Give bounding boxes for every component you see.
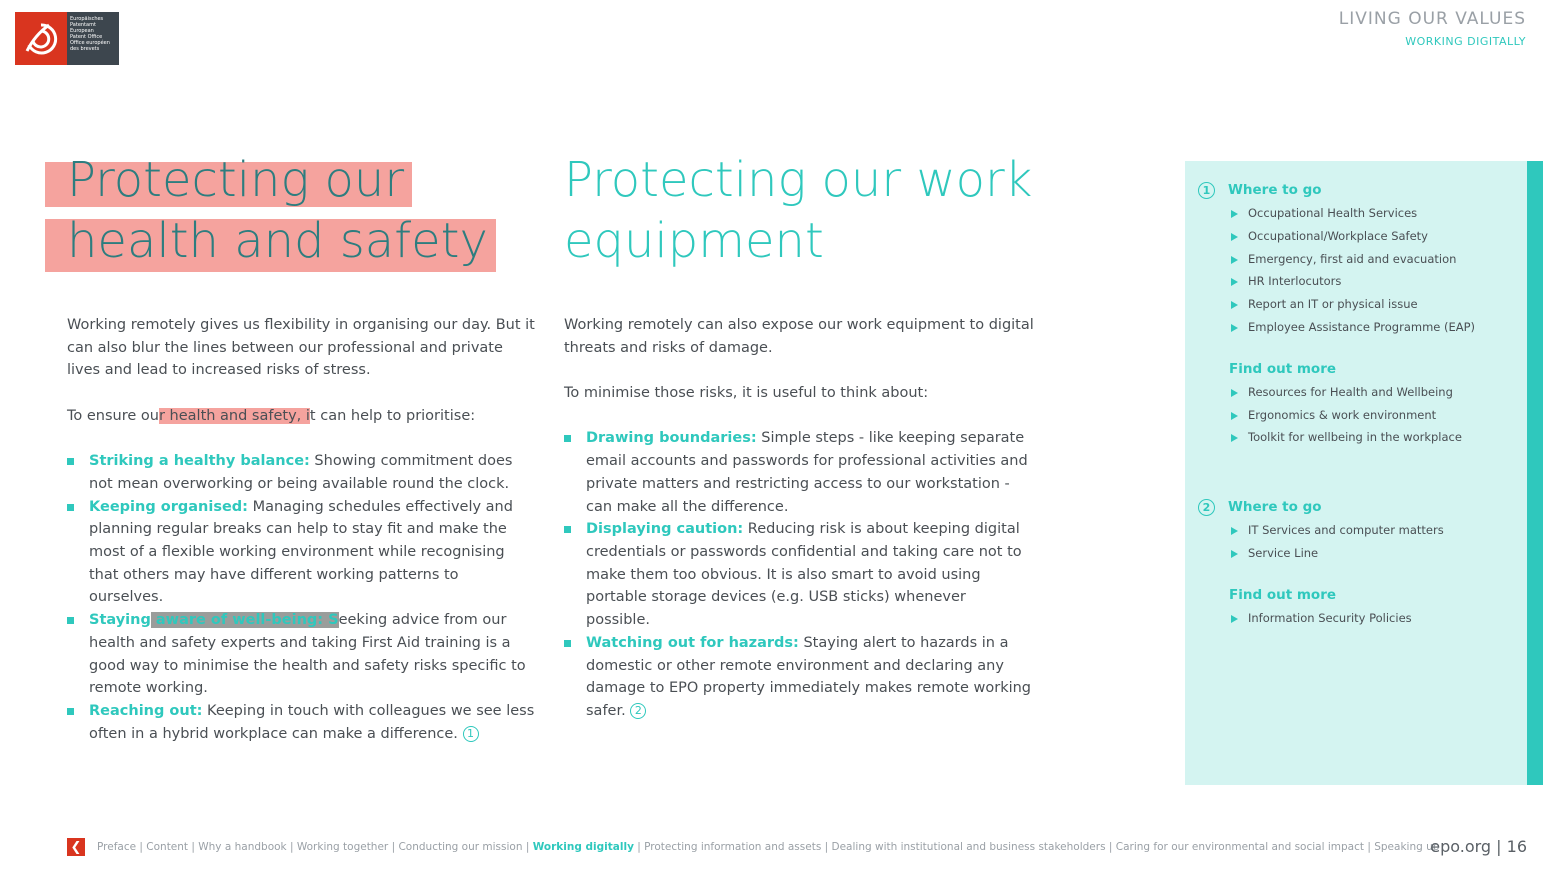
work-equipment-list (564, 427, 1034, 722)
work-equipment-column (564, 150, 1034, 719)
health-safety-heading (45, 150, 545, 272)
nav-conducting-mission[interactable]: Conducting our mission (398, 841, 523, 853)
prioritise-paragraph: To ensure our health and safety, it can help to prioritise: (67, 407, 476, 424)
nav-preface[interactable]: Preface (97, 841, 137, 853)
nav-protecting-information[interactable]: Protecting information and assets (644, 841, 822, 853)
nav-speaking-up[interactable]: Speaking up (1374, 841, 1440, 853)
list-item: Reaching out: Keeping in touch with colleagues we see less often in a hybrid workplace can make a difference. 1 (67, 700, 537, 745)
link-wellbeing-toolkit[interactable]: Toolkit for wellbeing in the workplace (1229, 426, 1475, 449)
link-ergonomics[interactable]: Ergonomics & work environment (1229, 404, 1475, 427)
intro-paragraph: Working remotely can also expose our work equipment to digital threats and risks of damage. (564, 317, 1034, 356)
link-health-wellbeing[interactable]: Resources for Health and Wellbeing (1229, 381, 1475, 404)
nav-content[interactable]: Content (146, 841, 189, 853)
work-equipment-body (564, 314, 1034, 723)
link-occupational-health[interactable]: Occupational Health Services (1229, 202, 1475, 225)
link-eap[interactable]: Employee Assistance Programme (EAP) (1229, 316, 1475, 339)
section-title: LIVING OUR VALUES (1338, 9, 1526, 29)
link-workplace-safety[interactable]: Occupational/Workplace Safety (1229, 225, 1475, 248)
health-safety-body (67, 314, 537, 745)
text-highlight: aware of well-being: S (150, 612, 339, 629)
resources-group-1 (1198, 180, 1475, 449)
panel-accent-bar (1527, 161, 1543, 785)
health-safety-column (45, 150, 545, 742)
nav-environmental-impact[interactable]: Caring for our environmental and social impact (1115, 841, 1364, 853)
link-it-services[interactable]: IT Services and computer matters (1229, 519, 1444, 542)
where-to-go-label: Where to go (1228, 182, 1322, 198)
health-safety-list (67, 450, 537, 745)
footer-nav: Preface | Content | Why a handbook | Working together | Conducting our mission | Working digitally | Protecting information and assets | Dealing with institutional and business stakeholders | Caring for our environmental and social impact | Speaking up (97, 841, 1440, 853)
heading-line: Protecting our (45, 150, 412, 211)
list-item: Watching out for hazards: Staying alert to hazards in a domestic or other remote environment and declaring any damage to EPO property immediately makes remote working safer. 2 (564, 632, 1034, 723)
link-hr-interlocutors[interactable]: HR Interlocutors (1229, 270, 1475, 293)
link-report-issue[interactable]: Report an IT or physical issue (1229, 293, 1475, 316)
nav-why-handbook[interactable]: Why a handbook (198, 841, 287, 853)
find-out-more-label: Find out more (1229, 586, 1337, 603)
epo-logo-text: Europäisches Patentamt European Patent Office Office européen des brevets (67, 12, 119, 65)
where-to-go-label: Where to go (1228, 499, 1322, 515)
where-to-go-list (1229, 519, 1444, 565)
find-out-more-label: Find out more (1229, 360, 1337, 377)
back-button[interactable] (67, 838, 85, 856)
list-item: Striking a healthy balance: Showing commitment does not mean overworking or being available round the clock. (67, 450, 537, 495)
intro-paragraph: Working remotely gives us flexibility in organising our day. But it can also blur the lines between our professional and private lives and lead to increased risks of stress. (67, 317, 535, 379)
number-1-icon: 1 (1198, 182, 1215, 199)
resources-group-2 (1198, 497, 1444, 629)
find-out-more-list (1229, 381, 1475, 449)
list-item: Drawing boundaries: Simple steps - like keeping separate email accounts and passwords for professional activities and private matters and restricting access to our workstation - can make all the difference. (564, 427, 1034, 518)
heading-line: health and safety (45, 211, 496, 272)
work-equipment-heading: Protecting our work equipment (564, 152, 1033, 269)
link-service-line[interactable]: Service Line (1229, 542, 1444, 565)
link-security-policies[interactable]: Information Security Policies (1229, 607, 1444, 630)
footer (67, 838, 1527, 860)
where-to-go-list (1229, 202, 1475, 339)
page-number: epo.org | 16 (1430, 837, 1527, 856)
section-subtitle: WORKING DIGITALLY (1405, 35, 1526, 48)
text-highlight: r health and safety, i (158, 407, 310, 424)
link-emergency[interactable]: Emergency, first aid and evacuation (1229, 248, 1475, 271)
epo-logo (15, 12, 119, 65)
risks-paragraph: To minimise those risks, it is useful to think about: (564, 385, 929, 402)
reference-2-link[interactable]: 2 (630, 703, 646, 719)
find-out-more-list (1229, 607, 1444, 630)
list-item: Keeping organised: Managing schedules effectively and planning regular breaks can help to stay fit and make the most of a flexible working environment while recognising that others may have different working patterns to ourselves. (67, 496, 537, 610)
list-item: Staying aware of well-being: Seeking advice from our health and safety experts and taking First Aid training is a good way to minimise the health and safety risks specific to remote working. (67, 609, 537, 700)
list-item: Displaying caution: Reducing risk is about keeping digital credentials or passwords confidential and taking care not to make them too obvious. It is also smart to avoid using portable storage devices (e.g. USB sticks) whenever possible. (564, 518, 1034, 632)
nav-working-digitally[interactable]: Working digitally (532, 841, 634, 853)
reference-1-link[interactable]: 1 (463, 726, 479, 742)
epo-logo-mark-icon (15, 12, 67, 65)
nav-stakeholders[interactable]: Dealing with institutional and business stakeholders (831, 841, 1106, 853)
number-2-icon: 2 (1198, 499, 1215, 516)
nav-working-together[interactable]: Working together (296, 841, 389, 853)
chevron-left-icon: ❮ (70, 839, 82, 855)
section-header (1339, 9, 1526, 48)
resources-panel (1185, 161, 1543, 785)
